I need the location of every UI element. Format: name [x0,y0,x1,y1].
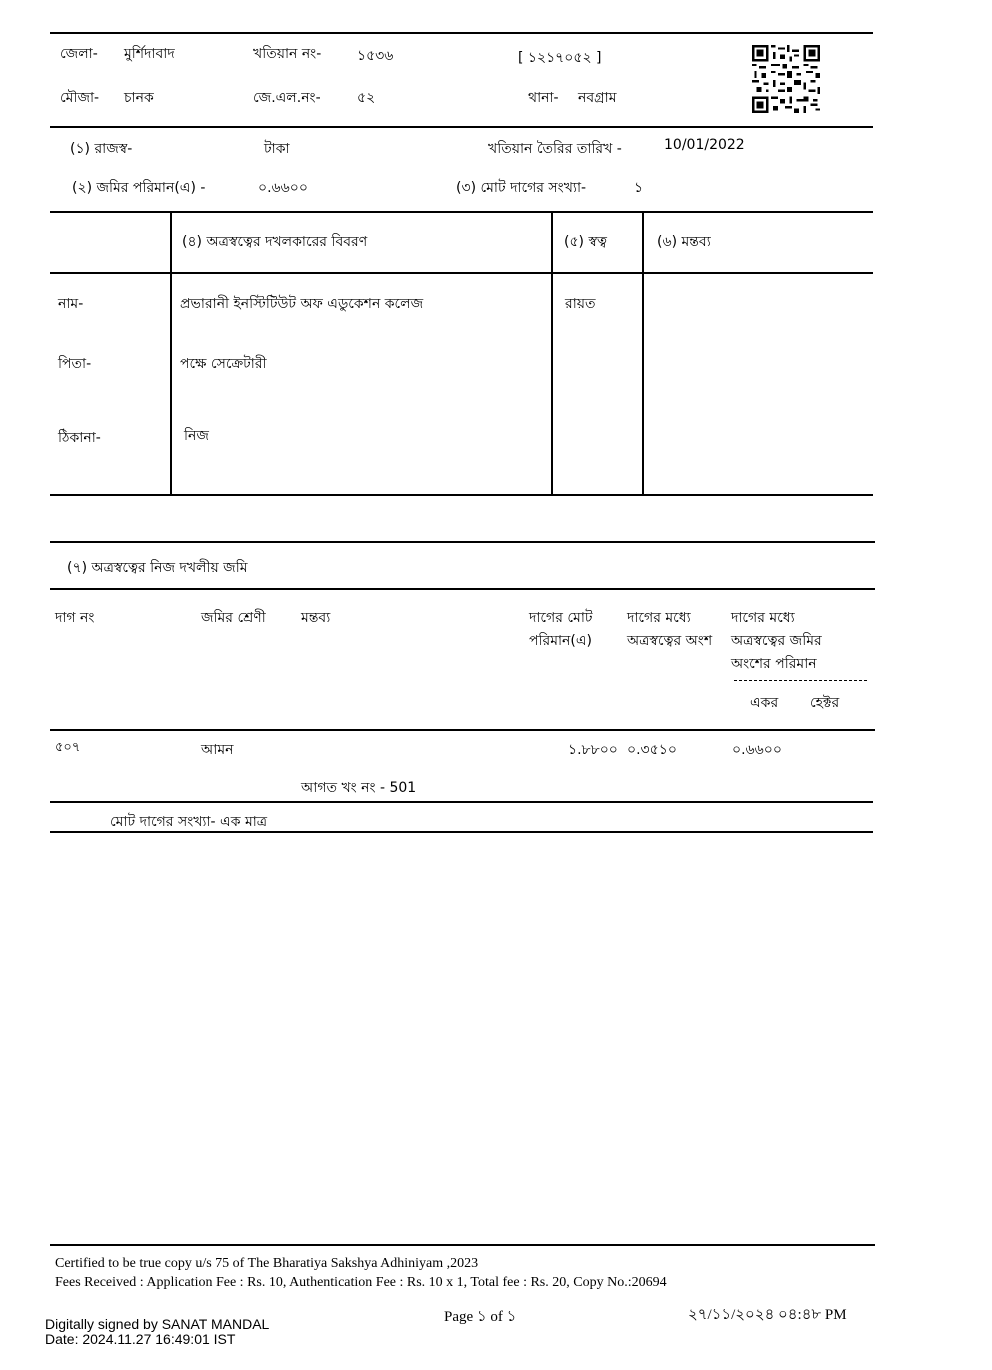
owner-details-header: (৪) অত্রস্বত্বের দখলকারের বিবরণ [182,234,368,250]
father-value: পক্ষে সেক্রেটারী [180,356,267,372]
owner-table-divider-2 [551,211,553,495]
share-area-header-1: দাগের মধ্যে [731,610,795,626]
land-table-bottom-rule [50,831,873,833]
page-number: Page ১ of ১ [444,1309,517,1325]
land-remarks-header: মন্তব্য [301,610,331,626]
jl-label: জে.এল.নং- [253,90,321,106]
land-area-label: (২) জমির পরিমান(এ) - [72,180,206,196]
acre-unit: একর [750,695,779,711]
owner-table-divider-1 [170,211,172,495]
share-header-2: অত্রস্বত্বের অংশ [627,633,713,649]
land-section-top-rule [50,541,875,543]
jl-value: ৫২ [357,90,376,106]
footer-rule [50,1244,875,1246]
plot-no-header: দাগ নং [55,610,95,626]
share-area-header-2: অত্রস্বত্বের জমির [731,633,822,649]
mouza-label: মৌজা- [60,90,100,106]
mouza-value: চানক [124,90,154,106]
right-header: (৫) স্বত্ব [564,234,607,250]
address-label: ঠিকানা- [58,430,101,446]
remarks-header: (৬) মন্তব্য [657,234,711,250]
land-section-title: (৭) অত্রস্বত্বের নিজ দখলীয় জমি [67,560,248,576]
revenue-label: (১) রাজস্ব- [70,141,133,157]
total-area-header-2: পরিমান(এ) [529,633,592,649]
share-cell: ০.৩৫১০ [627,742,677,758]
unit-dashed-rule [734,680,867,681]
id-bracket: [ ১২১৭০৫২ ] [518,50,602,66]
owner-table-header-rule [50,272,873,274]
name-label: নাম- [58,296,84,312]
share-area-header-3: অংশের পরিমান [731,656,817,672]
thana-value: নবগ্রাম [578,90,617,106]
address-value: নিজ [184,428,209,444]
fees-text: Fees Received : Application Fee : Rs. 10, Authentication Fee : Rs. 10 x 1, Total fee : Rs. 20, Copy No.:20694 [55,1275,667,1290]
total-area-header-1: দাগের মোট [529,610,593,626]
incoming-khatian-note: আগত খং নং - 501 [301,780,417,796]
land-class-cell: আমন [201,742,234,758]
land-section-title-rule [50,588,875,590]
total-plots-note: মোট দাগের সংখ্যা- এক মাত্র [110,814,268,830]
right-value: রায়ত [565,296,596,312]
share-header-1: দাগের মধ্যে [627,610,691,626]
land-table-header-rule [50,729,875,731]
district-label: জেলা- [60,46,98,62]
signed-date-text: Date: 2024.11.27 16:49:01 IST [45,1331,236,1347]
print-timestamp: ২৭/১১/২০২৪ ০৪:৪৮ PM [688,1307,847,1323]
khatian-date-label: খতিয়ান তৈরির তারিখ - [488,141,622,157]
land-table-total-rule [50,801,873,803]
plot-no-cell: ৫০৭ [55,740,81,755]
hectare-unit: হেক্টর [810,695,840,711]
total-plots-value: ১ [634,180,644,196]
revenue-unit: টাকা [264,141,290,157]
header-divider [50,126,873,128]
owner-table-bottom-rule [50,494,873,496]
total-plots-label: (৩) মোট দাগের সংখ্যা- [456,180,587,196]
thana-label: থানা- [528,90,559,106]
name-value: প্রভারানী ইনস্টিটিউট অফ এডুকেশন কলেজ [180,296,424,312]
total-area-cell: ১.৮৮০০ [568,742,618,758]
khatian-date-value: 10/01/2022 [664,137,745,153]
father-label: পিতা- [58,356,92,372]
land-class-header: জমির শ্রেণী [201,610,266,626]
certification-text: Certified to be true copy u/s 75 of The Bharatiya Sakshya Adhiniyam ,2023 [55,1256,479,1271]
land-area-value: ০.৬৬০০ [258,180,308,196]
owner-table-divider-3 [642,211,644,495]
owner-table-top-rule [50,211,873,213]
share-area-cell: ০.৬৬০০ [732,742,782,758]
khatian-value: ১৫৩৬ [357,48,394,64]
qr-code-icon [752,45,820,113]
khatian-label: খতিয়ান নং- [253,46,322,62]
district-value: মুর্শিদাবাদ [124,46,175,62]
signed-by-text: Digitally signed by SANAT MANDAL [45,1316,270,1332]
top-rule [50,32,873,34]
